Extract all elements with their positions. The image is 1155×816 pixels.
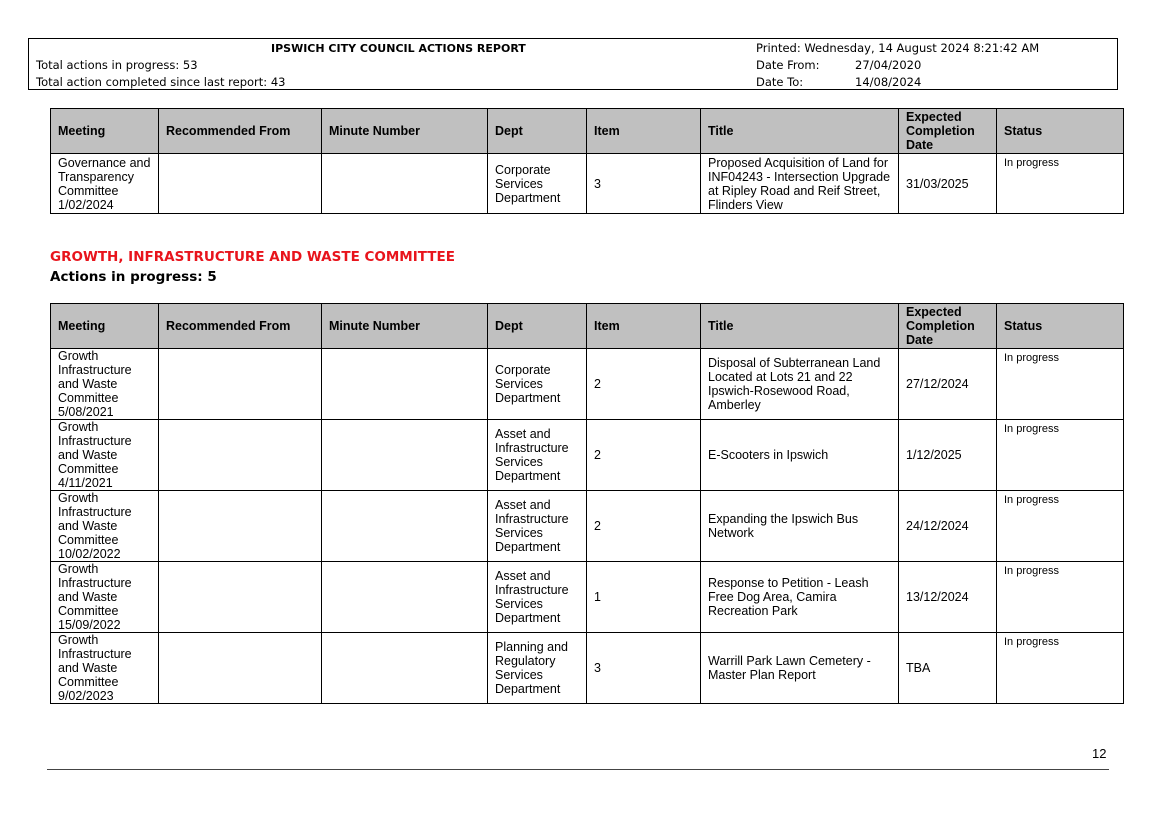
cell-meeting: Growth Infrastructure and Waste Committee 10/02/2022 xyxy=(51,491,159,562)
table-row xyxy=(51,154,1124,214)
cell-title: Proposed Acquisition of Land for INF04243 - Intersection Upgrade at Ripley Road and Reif Street, Flinders View xyxy=(701,154,899,214)
cell-item: 2 xyxy=(587,491,701,562)
cell-dept: Planning and Regulatory Services Department xyxy=(488,633,587,704)
cell-meeting: Growth Infrastructure and Waste Committee 15/09/2022 xyxy=(51,562,159,633)
column-header-status: Status xyxy=(997,109,1124,154)
printed-date: Printed: Wednesday, 14 August 2024 8:21:42 AM xyxy=(756,41,1040,55)
cell-item: 3 xyxy=(587,633,701,704)
cell-minute-number xyxy=(322,633,488,704)
cell-expected-date: 1/12/2025 xyxy=(899,420,997,491)
cell-recommended-from xyxy=(159,562,322,633)
cell-title: E-Scooters in Ipswich xyxy=(701,420,899,491)
table-row xyxy=(51,633,1124,704)
date-to-value: 14/08/2024 xyxy=(855,75,922,89)
page-number: 12 xyxy=(1092,746,1107,761)
cell-recommended-from xyxy=(159,420,322,491)
column-header-minute-number: Minute Number xyxy=(322,109,488,154)
cell-expected-date: 27/12/2024 xyxy=(899,349,997,420)
date-from-value: 27/04/2020 xyxy=(855,58,922,72)
cell-status: In progress xyxy=(997,154,1124,214)
cell-item: 3 xyxy=(587,154,701,214)
cell-item: 1 xyxy=(587,562,701,633)
column-header-dept: Dept xyxy=(488,109,587,154)
column-header-minute-number: Minute Number xyxy=(322,304,488,349)
cell-meeting: Growth Infrastructure and Waste Committee 9/02/2023 xyxy=(51,633,159,704)
cell-expected-date: TBA xyxy=(899,633,997,704)
cell-status: In progress xyxy=(997,633,1124,704)
cell-meeting: Growth Infrastructure and Waste Committee 5/08/2021 xyxy=(51,349,159,420)
cell-title: Response to Petition - Leash Free Dog Area, Camira Recreation Park xyxy=(701,562,899,633)
column-header-status: Status xyxy=(997,304,1124,349)
column-header-meeting: Meeting xyxy=(51,109,159,154)
column-header-recommended-from: Recommended From xyxy=(159,109,322,154)
cell-item: 2 xyxy=(587,420,701,491)
table-header-row xyxy=(51,304,1124,349)
cell-minute-number xyxy=(322,562,488,633)
section-title: GROWTH, INFRASTRUCTURE AND WASTE COMMITTEE xyxy=(50,249,455,265)
cell-expected-date: 13/12/2024 xyxy=(899,562,997,633)
column-header-recommended-from: Recommended From xyxy=(159,304,322,349)
cell-dept: Asset and Infrastructure Services Department xyxy=(488,420,587,491)
date-from-label: Date From: xyxy=(756,58,820,72)
actions-table-governance xyxy=(50,108,1124,214)
cell-status: In progress xyxy=(997,491,1124,562)
report-header xyxy=(28,38,1118,90)
table-row xyxy=(51,349,1124,420)
table-row xyxy=(51,420,1124,491)
cell-dept: Corporate Services Department xyxy=(488,349,587,420)
cell-minute-number xyxy=(322,154,488,214)
cell-title: Disposal of Subterranean Land Located at Lots 21 and 22 Ipswich-Rosewood Road, Amberley xyxy=(701,349,899,420)
column-header-dept: Dept xyxy=(488,304,587,349)
column-header-expected-completion-date: Expected Completion Date xyxy=(899,304,997,349)
column-header-expected-completion-date: Expected Completion Date xyxy=(899,109,997,154)
section-subtitle: Actions in progress: 5 xyxy=(50,269,217,285)
cell-recommended-from xyxy=(159,154,322,214)
cell-dept: Corporate Services Department xyxy=(488,154,587,214)
cell-title: Warrill Park Lawn Cemetery - Master Plan Report xyxy=(701,633,899,704)
cell-title: Expanding the Ipswich Bus Network xyxy=(701,491,899,562)
total-in-progress: Total actions in progress: 53 xyxy=(36,58,198,72)
cell-status: In progress xyxy=(997,420,1124,491)
cell-minute-number xyxy=(322,491,488,562)
table-row xyxy=(51,562,1124,633)
cell-recommended-from xyxy=(159,491,322,562)
cell-recommended-from xyxy=(159,349,322,420)
column-header-title: Title xyxy=(701,304,899,349)
cell-meeting: Growth Infrastructure and Waste Committee 4/11/2021 xyxy=(51,420,159,491)
total-completed: Total action completed since last report: 43 xyxy=(36,75,286,89)
cell-expected-date: 31/03/2025 xyxy=(899,154,997,214)
report-title: IPSWICH CITY COUNCIL ACTIONS REPORT xyxy=(271,42,526,55)
date-to-label: Date To: xyxy=(756,75,804,89)
cell-expected-date: 24/12/2024 xyxy=(899,491,997,562)
cell-dept: Asset and Infrastructure Services Department xyxy=(488,562,587,633)
column-header-meeting: Meeting xyxy=(51,304,159,349)
column-header-item: Item xyxy=(587,109,701,154)
cell-minute-number xyxy=(322,349,488,420)
cell-meeting: Governance and Transparency Committee 1/02/2024 xyxy=(51,154,159,214)
cell-status: In progress xyxy=(997,562,1124,633)
table-row xyxy=(51,491,1124,562)
footer-divider xyxy=(47,769,1109,770)
cell-dept: Asset and Infrastructure Services Department xyxy=(488,491,587,562)
table-header-row xyxy=(51,109,1124,154)
cell-recommended-from xyxy=(159,633,322,704)
column-header-title: Title xyxy=(701,109,899,154)
cell-status: In progress xyxy=(997,349,1124,420)
cell-item: 2 xyxy=(587,349,701,420)
actions-table-growth xyxy=(50,303,1124,704)
cell-minute-number xyxy=(322,420,488,491)
column-header-item: Item xyxy=(587,304,701,349)
